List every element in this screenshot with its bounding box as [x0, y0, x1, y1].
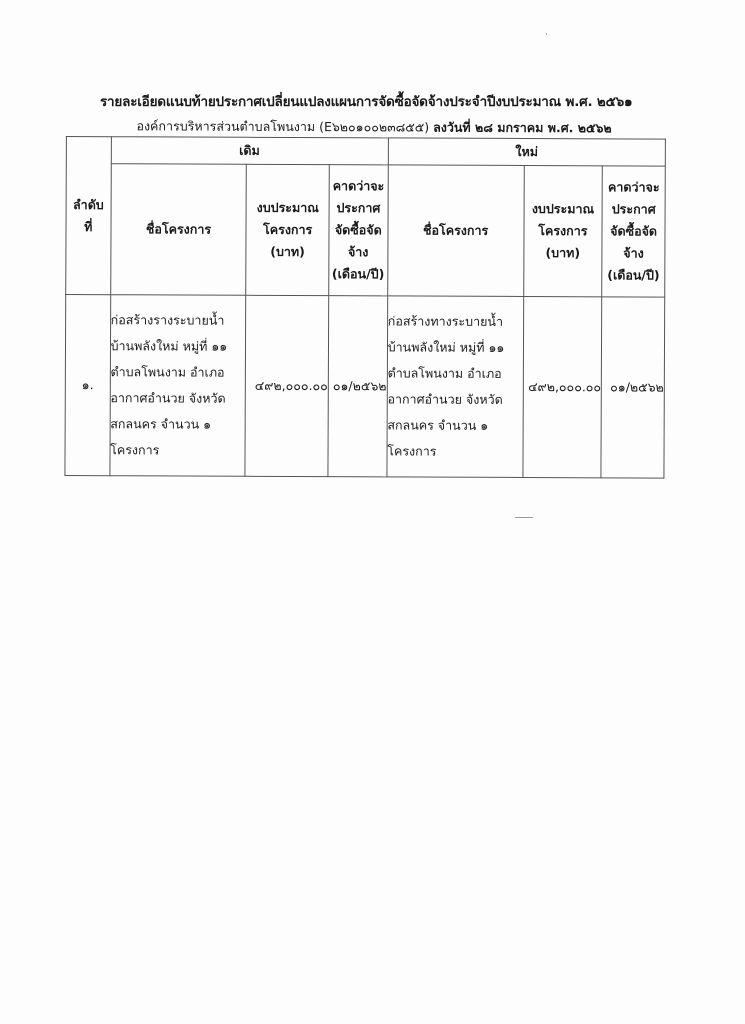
- header-new-announce-month: คาดว่าจะประกาศจัดซื้อจัดจ้าง (เดือน/ปี): [602, 166, 665, 297]
- old-budget-value: ๔๙๒,๐๐๐.๐๐: [245, 295, 328, 476]
- old-announce-month: ๐๑/๒๕๖๒: [328, 296, 388, 477]
- scan-speck: ·: [545, 30, 548, 40]
- header-old-announce-month: คาดว่าจะประกาศจัดซื้อจัดจ้าง (เดือน/ปี): [329, 165, 388, 296]
- document-subtitle: [66, 116, 665, 139]
- subtitle-date: ลงวันที่ ๒๘ มกราคม พ.ศ. ๒๕๖๒: [433, 119, 612, 136]
- document-title: รายละเอียดแนบท้ายประกาศเปลี่ยนแปลงแผนการจัดซื้อจัดจ้างประจำปีงบประมาณ พ.ศ. ๒๕๖๑: [100, 94, 633, 110]
- subtitle-organization: องค์การบริหารส่วนตำบลโพนงาม (E๖๒๐๑๐๐๒๓๘๕๕): [136, 118, 430, 135]
- new-budget-value: ๔๙๒,๐๐๐.๐๐: [522, 296, 602, 477]
- header-sequence-number: ลำดับที่: [66, 137, 111, 295]
- new-project-name: ก่อสร้างทางระบายน้ำ บ้านพลังใหม่ หมู่ที่ ๑๑ ตำบลโพนงาม อำเภออากาศอำนวย จังหวัดสกลนคร จำนวน ๑ โครงการ: [387, 296, 524, 478]
- scan-line-mark: [515, 517, 533, 518]
- new-announce-month: ๐๑/๒๕๖๒: [601, 297, 665, 478]
- header-new-project-name: ชื่อโครงการ: [387, 165, 523, 297]
- header-group-new: ใหม่: [388, 138, 665, 166]
- old-project-name: ก่อสร้างรางระบายน้ำ บ้านพลังใหม่ หมู่ที่ ๑๑ ตำบลโพนงาม อำเภออากาศอำนวย จังหวัดสกลนคร จำนวน ๑ โครงการ: [110, 295, 247, 477]
- header-old-project-name: ชื่อโครงการ: [110, 164, 246, 296]
- procurement-plan-table: [64, 116, 666, 479]
- header-new-budget: งบประมาณโครงการ (บาท): [523, 165, 602, 296]
- header-old-budget: งบประมาณโครงการ (บาท): [246, 164, 329, 295]
- table-row: [65, 295, 665, 479]
- header-group-old: เดิม: [111, 137, 388, 165]
- row-sequence-number: ๑.: [65, 295, 110, 476]
